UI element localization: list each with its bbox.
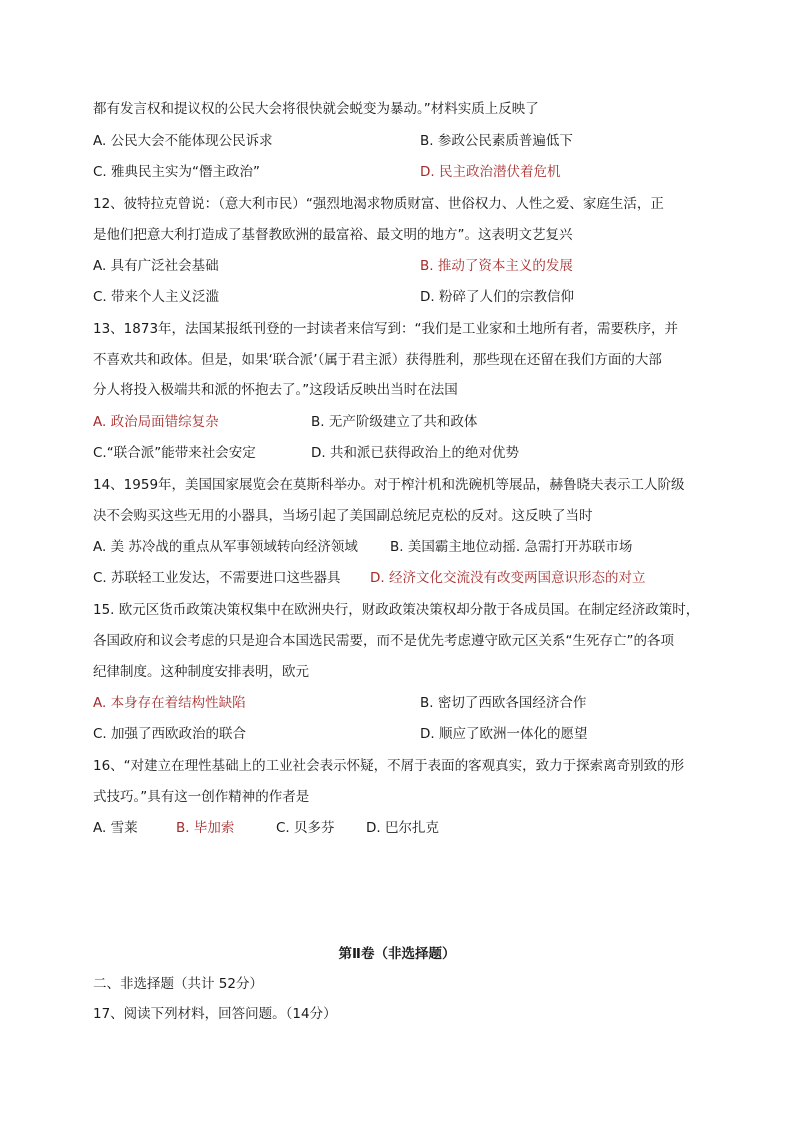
q13-stem-line2: 不喜欢共和政体。但是，如果‘联合派’（属于君主派）获得胜利，那些现在还留在我们方面的大部 <box>93 352 662 368</box>
q14-option-a: A. 美 苏冷战的重点从军事领域转向经济领域 <box>93 539 358 555</box>
part-two-title: 第Ⅱ卷（非选择题） <box>338 946 456 962</box>
q11-option-a: A. 公民大会不能体现公民诉求 <box>93 133 273 149</box>
q16-option-b-answer: B. 毕加索 <box>176 820 235 836</box>
q15-option-c: C. 加强了西欧政治的联合 <box>93 726 247 742</box>
q17-prompt: 17、阅读下列材料，回答问题。（14分） <box>93 1006 337 1022</box>
q11-option-b: B. 参政公民素质普遍低下 <box>420 133 573 149</box>
q13-option-c: C.“联合派”能带来社会安定 <box>93 445 256 461</box>
q15-option-d: D. 顺应了欧洲一体化的愿望 <box>420 726 588 742</box>
q11-option-c: C. 雅典民主实为“僭主政治” <box>93 164 260 180</box>
q12-option-c: C. 带来个人主义泛滥 <box>93 289 220 305</box>
q13-stem-line3: 分人将投入极端共和派的怀抱去了。”这段话反映出当时在法国 <box>93 382 458 398</box>
q15-option-b: B. 密切了西欧各国经济合作 <box>420 695 587 711</box>
q16-option-c: C. 贝多芬 <box>276 820 335 836</box>
q14-option-d-answer: D. 经济文化交流没有改变两国意识形态的对立 <box>370 570 646 586</box>
q12-stem-line2: 是他们把意大利打造成了基督教欧洲的最富裕、最文明的地方”。这表明文艺复兴 <box>93 227 573 243</box>
q11-option-d-answer: D. 民主政治潜伏着危机 <box>420 164 561 180</box>
q14-stem-line1: 14、1959年，美国国家展览会在莫斯科举办。对于榨汁机和洗碗机等展品，赫鲁晓夫表示工人阶级 <box>93 477 685 493</box>
q16-stem-line2: 式技巧。”具有这一创作精神的作者是 <box>93 789 310 805</box>
section-two-heading: 二、非选择题（共计 52分） <box>93 976 263 992</box>
q13-option-b: B. 无产阶级建立了共和政体 <box>311 414 478 430</box>
q14-option-b: B. 美国霸主地位动摇. 急需打开苏联市场 <box>390 539 633 555</box>
q15-stem-line2: 各国政府和议会考虑的只是迎合本国选民需要，而不是优先考虑遵守欧元区关系“生死存亡”的各项 <box>93 633 674 649</box>
q13-option-d: D. 共和派已获得政治上的绝对优势 <box>311 445 519 461</box>
q16-option-a: A. 雪莱 <box>93 820 138 836</box>
q16-option-d: D. 巴尔扎克 <box>366 820 439 836</box>
q14-stem-line2: 决不会购买这些无用的小器具，当场引起了美国副总统尼克松的反对。这反映了当时 <box>93 508 593 524</box>
q12-option-b-answer: B. 推动了资本主义的发展 <box>420 258 573 274</box>
q13-stem-line1: 13、1873年，法国某报纸刊登的一封读者来信写到：“我们是工业家和土地所有者，需要秩序，并 <box>93 321 679 337</box>
q12-stem-line1: 12、彼特拉克曾说：（意大利市民）“强烈地渴求物质财富、世俗权力、人性之爱、家庭生活，正 <box>93 196 664 212</box>
q12-option-d: D. 粉碎了人们的宗教信仰 <box>420 289 574 305</box>
q11-stem: 都有发言权和提议权的公民大会将很快就会蜕变为暴动。”材料实质上反映了 <box>93 101 539 117</box>
q14-option-c: C. 苏联轻工业发达，不需要进口这些器具 <box>93 570 341 586</box>
q16-stem-line1: 16、“对建立在理性基础上的工业社会表示怀疑，不屑于表面的客观真实，致力于探索离奇别致的形 <box>93 758 685 774</box>
q15-option-a-answer: A. 本身存在着结构性缺陷 <box>93 695 246 711</box>
q15-stem-line3: 纪律制度。这种制度安排表明，欧元 <box>93 664 309 680</box>
q12-option-a: A. 具有广泛社会基础 <box>93 258 219 274</box>
q13-option-a-answer: A. 政治局面错综复杂 <box>93 414 219 430</box>
q15-stem-line1: 15. 欧元区货币政策决策权集中在欧洲央行，财政政策决策权却分散于各成员国。在制定经济政策时， <box>93 602 700 618</box>
